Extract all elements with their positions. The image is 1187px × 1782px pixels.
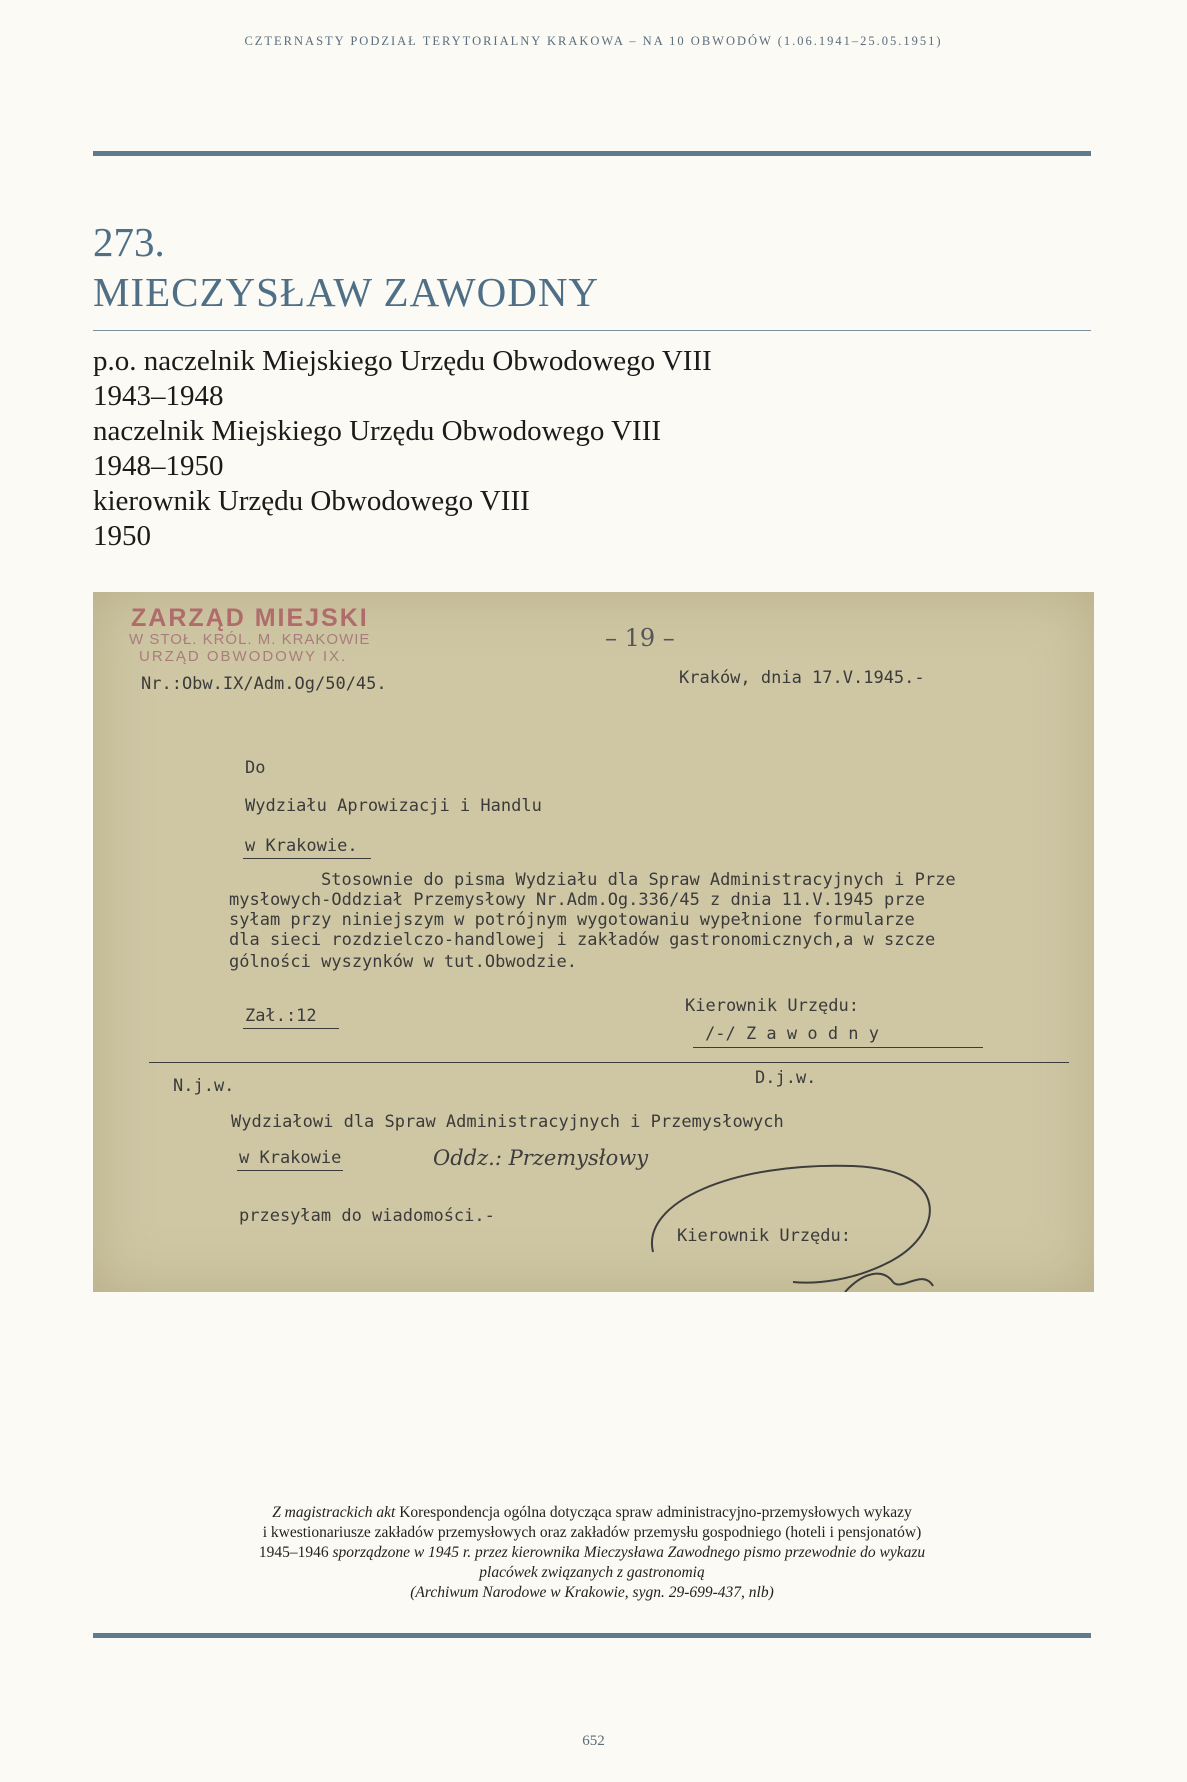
entry-number: 273. [93, 219, 165, 265]
stamp-line: W STOŁ. KRÓL. M. KRAKOWIE [129, 631, 371, 648]
forward-text: przesyłam do wiadomości.- [239, 1206, 495, 1226]
addressee-department: Wydziału Aprowizacji i Handlu [245, 796, 542, 816]
role-line: kierownik Urzędu Obwodowego VIII [93, 485, 530, 517]
body-line: mysłowych-Oddział Przemysłowy Nr.Adm.Og.336/45 z dnia 11.V.1945 prze [229, 890, 925, 910]
caption-text: 1945–1946 [258, 1544, 329, 1561]
second-city: w Krakowie [239, 1148, 342, 1168]
signature-scribble [93, 592, 1094, 1292]
signatory-name: /-/ Z a w o d n y [705, 1024, 879, 1044]
second-signatory-title: Kierownik Urzędu: [677, 1226, 851, 1246]
name-underline [93, 330, 1091, 331]
caption-text: i kwestionariusze zakładów przemysłowych oraz zakładów przemysłu gospodniego (hoteli i pensjonatów) [262, 1524, 922, 1541]
role-line: 1950 [93, 520, 151, 552]
attachment-count: Zał.:12 [245, 1006, 317, 1026]
stamp-line: ZARZĄD MIEJSKI [131, 604, 369, 632]
role-line: 1948–1950 [93, 450, 224, 482]
body-line: gólności wyszynków w tut.Obwodzie. [229, 952, 577, 972]
addressee-do: Do [245, 758, 266, 778]
stamp-line: URZĄD OBWODOWY IX. [139, 648, 348, 665]
entry-name: MIECZYSŁAW ZAWODNY [93, 269, 600, 315]
dj-w-mark: D.j.w. [755, 1068, 817, 1088]
document-date: Kraków, dnia 17.V.1945.- [679, 668, 925, 688]
figure-caption [93, 1503, 1091, 1603]
caption-italic: Z magistrackich akt [272, 1504, 396, 1521]
page-mark: – 19 – [605, 624, 675, 652]
role-line: p.o. naczelnik Miejskiego Urzędu Obwodowego VIII [93, 345, 712, 377]
running-head: CZTERNASTY PODZIAŁ TERYTORIALNY KRAKOWA – NA 10 OBWODÓW (1.06.1941–25.05.1951) [244, 34, 943, 48]
signatory-title: Kierownik Urzędu: [685, 996, 859, 1016]
role-line: 1943–1948 [93, 380, 224, 412]
body-line: Stosownie do pisma Wydziału dla Spraw Administracyjnych i Prze [321, 870, 956, 890]
bottom-rule [93, 1633, 1091, 1638]
handwritten-note: Oddz.: Przemysłowy [433, 1146, 649, 1170]
caption-italic: sporządzone w 1945 r. przez kierownika Mieczysława Zawodnego pismo przewodnie do wykazu [332, 1544, 926, 1561]
caption-text: Korespondencja ogólna dotycząca spraw administracyjno-przemysłowych wykazy [399, 1504, 912, 1521]
page-number: 652 [582, 1733, 605, 1749]
top-rule [93, 151, 1091, 156]
caption-source: (Archiwum Narodowe w Krakowie, sygn. 29-699-437, nlb) [410, 1584, 774, 1601]
nj-w-mark: N.j.w. [173, 1076, 235, 1096]
reference-number: Nr.:Obw.IX/Adm.Og/50/45. [141, 674, 387, 694]
caption-italic: placówek związanych z gastronomią [479, 1564, 705, 1581]
addressee-city: w Krakowie. [245, 836, 358, 856]
second-department: Wydziałowi dla Spraw Administracyjnych i Przemysłowych [231, 1112, 784, 1132]
scanned-document [93, 592, 1094, 1292]
body-line: dla sieci rozdzielczo-handlowej i zakładów gastronomicznych,a w szcze [229, 930, 936, 950]
roles-list [93, 344, 712, 554]
body-line: syłam przy niniejszym w potrójnym wygotowaniu wypełnione formularze [229, 910, 915, 930]
role-line: naczelnik Miejskiego Urzędu Obwodowego VIII [93, 415, 662, 447]
